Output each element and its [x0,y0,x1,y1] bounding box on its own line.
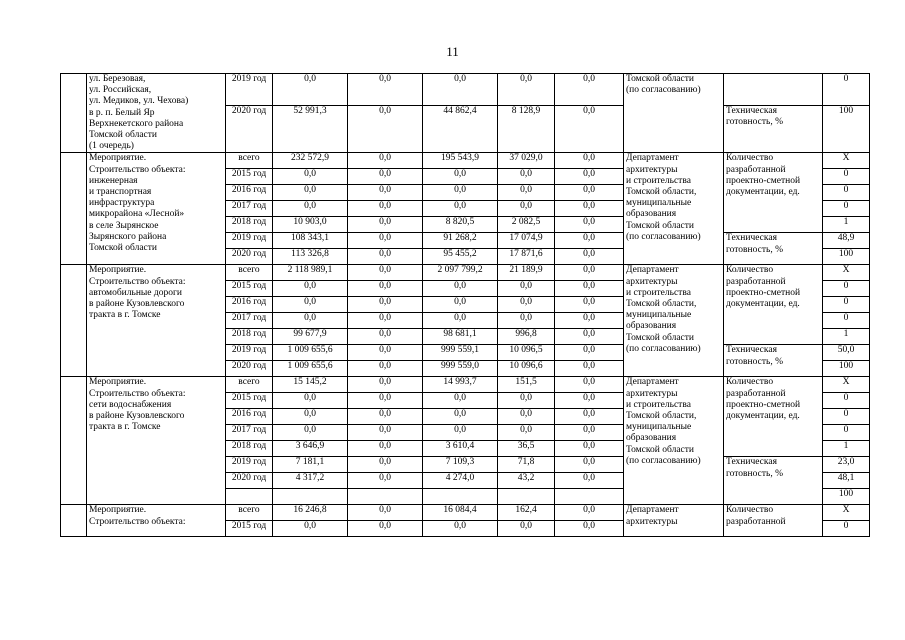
local-cell: 0,0 [498,185,555,201]
total-cell: 0,0 [273,281,348,297]
total-cell: 113 326,8 [273,249,348,265]
period-cell: 2018 год [226,329,273,345]
other-cell: 0,0 [555,281,624,297]
regional-cell: 195 543,9 [423,153,498,169]
local-cell: 36,5 [498,441,555,457]
indicator-value: 100 [823,361,870,377]
table-row [61,505,870,521]
period-cell: 2015 год [226,169,273,185]
indicator-cell: Количество разработанной проектно-сметной документации, ед. [724,153,823,233]
total-cell: 0,0 [273,393,348,409]
total-cell: 10 903,0 [273,217,348,233]
period-cell: 2019 год [226,345,273,361]
federal-cell: 0,0 [348,457,423,473]
period-cell: 2020 год [226,473,273,489]
local-cell: 0,0 [498,393,555,409]
other-cell: 0,0 [555,441,624,457]
federal-cell: 0,0 [348,106,423,153]
table-row [61,74,870,106]
other-cell: 0,0 [555,153,624,169]
indicator-cell [724,74,823,106]
local-cell: 0,0 [498,169,555,185]
total-cell: 0,0 [273,185,348,201]
local-cell: 43,2 [498,473,555,489]
period-cell: 2019 год [226,74,273,106]
period-cell: всего [226,265,273,281]
other-cell: 0,0 [555,217,624,233]
period-cell: 2018 год [226,441,273,457]
federal-cell: 0,0 [348,313,423,329]
other-cell: 0,0 [555,505,624,521]
local-cell: 0,0 [498,313,555,329]
total-cell: 15 145,2 [273,377,348,393]
row-number-cell [61,153,87,265]
indicator-value: 100 [823,106,870,153]
indicator-value: 100 [823,489,870,505]
indicator-value: 0 [823,313,870,329]
local-cell: 37 029,0 [498,153,555,169]
total-cell: 0,0 [273,409,348,425]
total-cell: 0,0 [273,297,348,313]
other-cell: 0,0 [555,425,624,441]
regional-cell: 98 681,1 [423,329,498,345]
local-cell: 71,8 [498,457,555,473]
total-cell: 232 572,9 [273,153,348,169]
period-cell: 2020 год [226,249,273,265]
regional-cell: 0,0 [423,393,498,409]
indicator-cell: Количество разработанной проектно-сметной документации, ед. [724,265,823,345]
local-cell: 0,0 [498,425,555,441]
indicator-value: X [823,377,870,393]
federal-cell: 0,0 [348,505,423,521]
regional-cell: 999 559,1 [423,345,498,361]
regional-cell: 0,0 [423,185,498,201]
indicator-value: 1 [823,329,870,345]
other-cell: 0,0 [555,249,624,265]
regional-cell: 0,0 [423,297,498,313]
local-cell: 10 096,6 [498,361,555,377]
table-row [61,265,870,281]
other-cell: 0,0 [555,361,624,377]
indicator-cell: Техническая готовность, % [724,457,823,505]
federal-cell: 0,0 [348,297,423,313]
federal-cell: 0,0 [348,361,423,377]
federal-cell: 0,0 [348,377,423,393]
other-cell: 0,0 [555,169,624,185]
total-cell: 1 009 655,6 [273,345,348,361]
program-table [60,73,870,537]
event-name: Мероприятие. Строительство объекта: автомобильные дороги в районе Кузовлевского тракта в г. Томске [87,265,226,377]
federal-cell: 0,0 [348,521,423,537]
empty-cell [555,489,624,505]
regional-cell: 0,0 [423,425,498,441]
regional-cell: 14 993,7 [423,377,498,393]
indicator-value: 0 [823,169,870,185]
regional-cell: 3 610,4 [423,441,498,457]
period-cell: всего [226,153,273,169]
local-cell: 0,0 [498,409,555,425]
table-row [61,153,870,169]
total-cell: 16 246,8 [273,505,348,521]
total-cell: 52 991,3 [273,106,348,153]
indicator-value: 100 [823,249,870,265]
period-cell: 2018 год [226,217,273,233]
period-cell: 2020 год [226,106,273,153]
regional-cell: 95 455,2 [423,249,498,265]
indicator-value: 50,0 [823,345,870,361]
executor-cell: Томской области (по согласованию) [624,74,724,153]
executor-cell: Департамент архитектуры [624,505,724,537]
indicator-value: 1 [823,217,870,233]
period-cell: 2017 год [226,313,273,329]
indicator-value: 48,1 [823,473,870,489]
regional-cell: 0,0 [423,521,498,537]
federal-cell: 0,0 [348,153,423,169]
regional-cell: 2 097 799,2 [423,265,498,281]
regional-cell: 16 084,4 [423,505,498,521]
total-cell: 3 646,9 [273,441,348,457]
other-cell: 0,0 [555,473,624,489]
federal-cell: 0,0 [348,281,423,297]
executor-cell: Департамент архитектуры и строительства Томской области, муниципальные образования Томской области (по согласованию) [624,153,724,265]
indicator-value: 0 [823,297,870,313]
other-cell: 0,0 [555,74,624,106]
federal-cell: 0,0 [348,409,423,425]
local-cell: 0,0 [498,297,555,313]
period-cell: всего [226,377,273,393]
period-cell: 2017 год [226,201,273,217]
indicator-value: 0 [823,281,870,297]
indicator-value: X [823,153,870,169]
total-cell: 0,0 [273,313,348,329]
federal-cell: 0,0 [348,169,423,185]
period-cell: 2015 год [226,393,273,409]
total-cell: 0,0 [273,521,348,537]
period-cell: 2020 год [226,361,273,377]
empty-cell [498,489,555,505]
other-cell: 0,0 [555,106,624,153]
federal-cell: 0,0 [348,233,423,249]
indicator-value: 0 [823,409,870,425]
local-cell: 17 871,6 [498,249,555,265]
row-number-cell [61,265,87,377]
total-cell: 108 343,1 [273,233,348,249]
regional-cell: 0,0 [423,169,498,185]
total-cell: 0,0 [273,201,348,217]
indicator-value: 0 [823,201,870,217]
period-cell: 2019 год [226,233,273,249]
local-cell: 996,8 [498,329,555,345]
indicator-value: 1 [823,441,870,457]
total-cell: 2 118 989,1 [273,265,348,281]
local-cell: 2 082,5 [498,217,555,233]
local-cell: 21 189,9 [498,265,555,281]
local-cell: 151,5 [498,377,555,393]
indicator-value: 0 [823,185,870,201]
federal-cell: 0,0 [348,393,423,409]
total-cell: 0,0 [273,169,348,185]
period-cell: 2015 год [226,281,273,297]
federal-cell: 0,0 [348,329,423,345]
total-cell: 7 181,1 [273,457,348,473]
federal-cell: 0,0 [348,74,423,106]
total-cell: 4 317,2 [273,473,348,489]
page-number: 11 [446,44,459,59]
total-cell: 0,0 [273,425,348,441]
regional-cell: 0,0 [423,74,498,106]
federal-cell: 0,0 [348,265,423,281]
executor-cell: Департамент архитектуры и строительства Томской области, муниципальные образования Томской области (по согласованию) [624,377,724,505]
local-cell: 10 096,5 [498,345,555,361]
regional-cell: 0,0 [423,313,498,329]
regional-cell: 999 559,0 [423,361,498,377]
other-cell: 0,0 [555,377,624,393]
regional-cell: 4 274,0 [423,473,498,489]
indicator-cell: Количество разработанной проектно-сметной документации, ед. [724,377,823,457]
indicator-value: 0 [823,425,870,441]
other-cell: 0,0 [555,345,624,361]
empty-cell [348,489,423,505]
regional-cell: 0,0 [423,409,498,425]
period-cell: 2019 год [226,457,273,473]
other-cell: 0,0 [555,185,624,201]
other-cell: 0,0 [555,393,624,409]
other-cell: 0,0 [555,521,624,537]
event-name: ул. Березовая, ул. Российская, ул. Медиков, ул. Чехова) в р. п. Белый Яр Верхнекетского района Томской области (1 очередь) [87,74,226,153]
event-name: Мероприятие. Строительство объекта: инженерная и транспортная инфраструктура микрорайона «Лесной» в селе Зырянское Зырянского района Томской области [87,153,226,265]
indicator-cell: Техническая готовность, % [724,345,823,377]
federal-cell: 0,0 [348,201,423,217]
empty-cell [423,489,498,505]
table-row [61,377,870,393]
indicator-cell: Количество разработанной [724,505,823,537]
regional-cell: 0,0 [423,281,498,297]
indicator-value: 23,0 [823,457,870,473]
regional-cell: 7 109,3 [423,457,498,473]
local-cell: 0,0 [498,521,555,537]
indicator-value: X [823,265,870,281]
period-cell: всего [226,505,273,521]
empty-cell [273,489,348,505]
other-cell: 0,0 [555,409,624,425]
local-cell: 0,0 [498,201,555,217]
other-cell: 0,0 [555,233,624,249]
event-name: Мероприятие. Строительство объекта: [87,505,226,537]
period-cell: 2015 год [226,521,273,537]
local-cell: 0,0 [498,281,555,297]
federal-cell: 0,0 [348,425,423,441]
local-cell: 0,0 [498,74,555,106]
period-cell: 2016 год [226,185,273,201]
regional-cell: 91 268,2 [423,233,498,249]
federal-cell: 0,0 [348,441,423,457]
other-cell: 0,0 [555,457,624,473]
row-number-cell [61,505,87,537]
row-number-cell [61,74,87,153]
federal-cell: 0,0 [348,249,423,265]
regional-cell: 44 862,4 [423,106,498,153]
row-number-cell [61,377,87,505]
event-name: Мероприятие. Строительство объекта: сети водоснабжения в районе Кузовлевского тракта в г. Томске [87,377,226,505]
indicator-cell: Техническая готовность, % [724,106,823,153]
local-cell: 8 128,9 [498,106,555,153]
period-cell: 2016 год [226,409,273,425]
total-cell: 99 677,9 [273,329,348,345]
other-cell: 0,0 [555,297,624,313]
period-cell: 2017 год [226,425,273,441]
indicator-value: 0 [823,393,870,409]
indicator-value: 0 [823,521,870,537]
indicator-value: X [823,505,870,521]
federal-cell: 0,0 [348,473,423,489]
regional-cell: 0,0 [423,201,498,217]
other-cell: 0,0 [555,313,624,329]
local-cell: 17 074,9 [498,233,555,249]
regional-cell: 8 820,5 [423,217,498,233]
other-cell: 0,0 [555,265,624,281]
executor-cell: Департамент архитектуры и строительства Томской области, муниципальные образования Томской области (по согласованию) [624,265,724,377]
period-cell [226,489,273,505]
federal-cell: 0,0 [348,185,423,201]
federal-cell: 0,0 [348,217,423,233]
other-cell: 0,0 [555,329,624,345]
other-cell: 0,0 [555,201,624,217]
total-cell: 0,0 [273,74,348,106]
local-cell: 162,4 [498,505,555,521]
total-cell: 1 009 655,6 [273,361,348,377]
period-cell: 2016 год [226,297,273,313]
federal-cell: 0,0 [348,345,423,361]
indicator-value: 48,9 [823,233,870,249]
indicator-cell: Техническая готовность, % [724,233,823,265]
indicator-value: 0 [823,74,870,106]
